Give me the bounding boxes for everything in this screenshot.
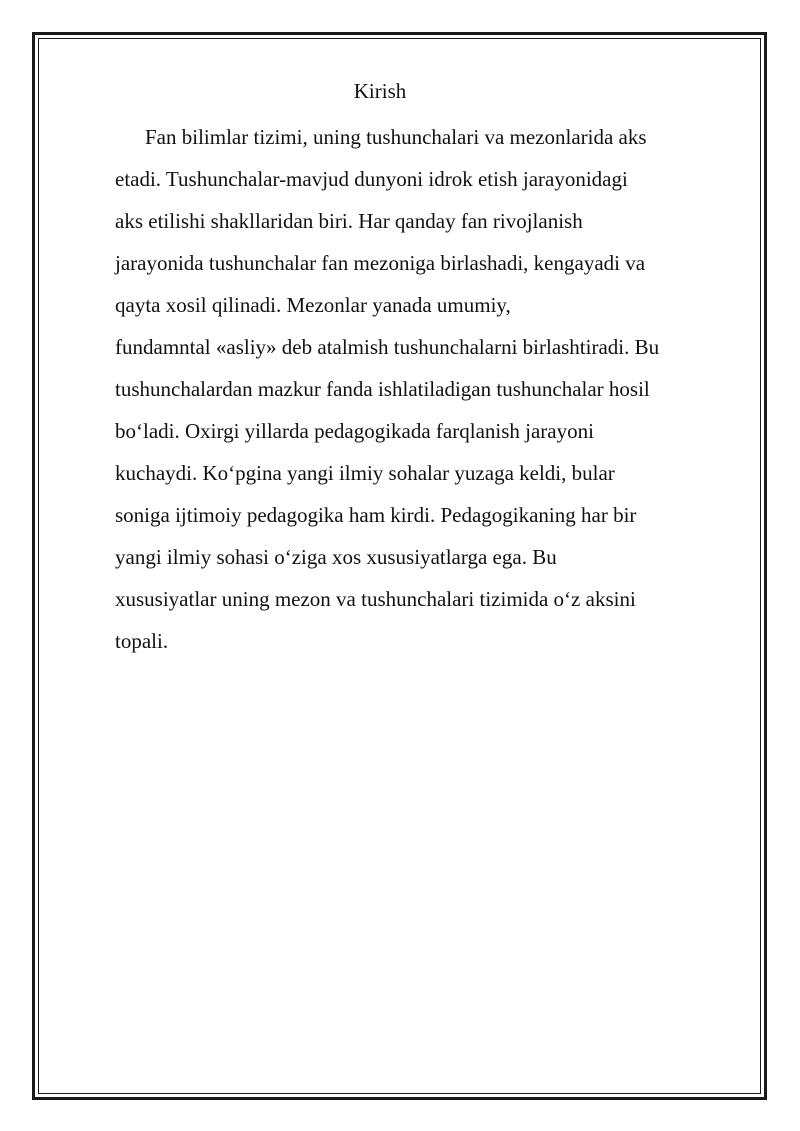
paragraph-line: yangi ilmiy sohasi o‘ziga xos xususiyatlarga ega. Bu xyxy=(115,545,557,569)
paragraph-line: qayta xosil qilinadi. Mezonlar yanada umumiy, xyxy=(115,293,511,317)
paragraph-line: etadi. Tushunchalar-mavjud dunyoni idrok etish jarayonidagi xyxy=(115,167,628,191)
paragraph-line: xususiyatlar uning mezon va tushunchalari tizimida o‘z aksini xyxy=(115,587,636,611)
body-paragraph xyxy=(115,116,745,662)
paragraph-line: kuchaydi. Ko‘pgina yangi ilmiy sohalar yuzaga keldi, bular xyxy=(115,461,615,485)
paragraph-line: bo‘ladi. Oxirgi yillarda pedagogikada farqlanish jarayoni xyxy=(115,419,594,443)
paragraph-line: Fan bilimlar tizimi, uning tushunchalari va mezonlarida aks xyxy=(145,125,647,149)
paragraph-line: jarayonida tushunchalar fan mezoniga birlashadi, kengayadi va xyxy=(115,251,646,275)
paragraph-line: aks etilishi shakllaridan biri. Har qanday fan rivojlanish xyxy=(115,209,583,233)
page-title: Kirish xyxy=(353,79,407,103)
paragraph-line: tushunchalardan mazkur fanda ishlatiladigan tushunchalar hosil xyxy=(115,377,650,401)
paragraph-line: fundamntal «asliy» deb atalmish tushunchalarni birlashtiradi. Bu xyxy=(115,335,660,359)
paragraph-line: topali. xyxy=(115,629,169,653)
paragraph-line: soniga ijtimoiy pedagogika ham kirdi. Pedagogikaning har bir xyxy=(115,503,637,527)
